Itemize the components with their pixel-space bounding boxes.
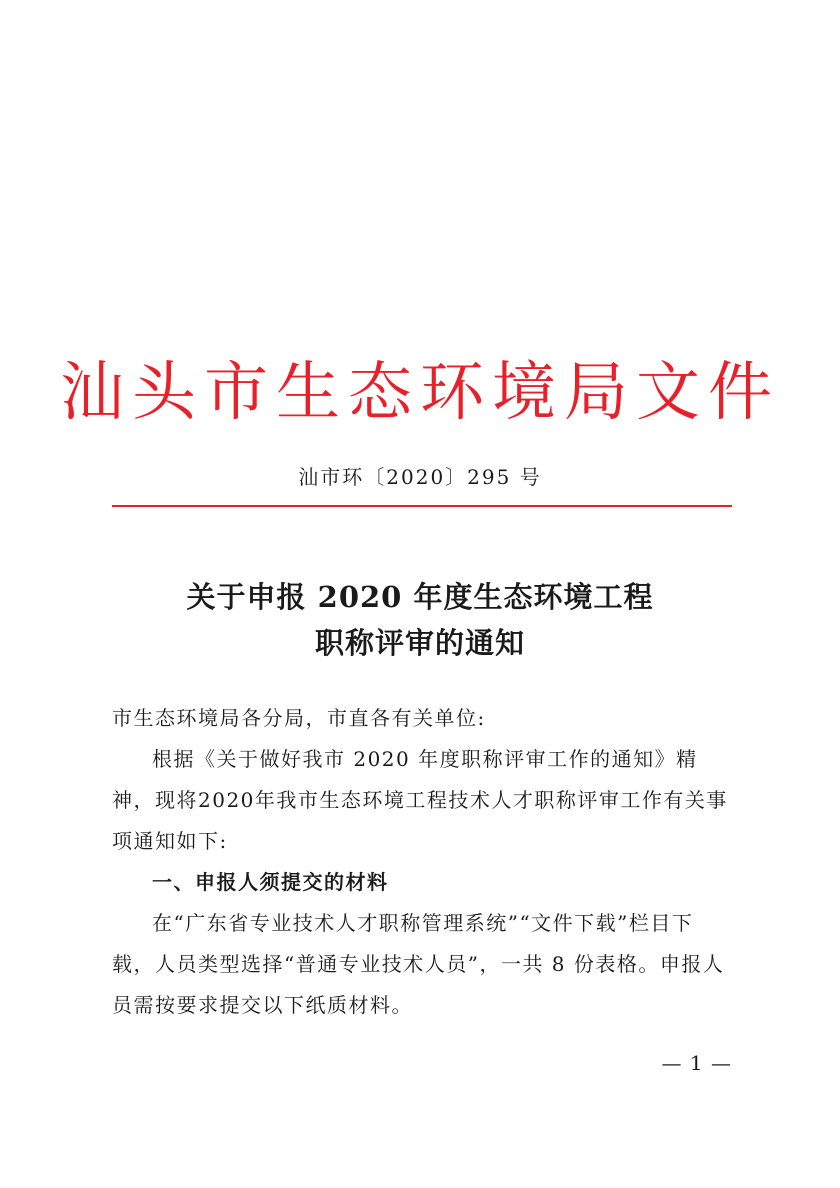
document-title bbox=[0, 574, 840, 666]
salutation: 市生态环境局各分局，市直各有关单位: bbox=[112, 706, 486, 730]
section-1-heading: 一、申报人须提交的材料 bbox=[152, 870, 389, 894]
red-divider bbox=[112, 505, 732, 507]
title-line-2: 职称评审的通知 bbox=[314, 626, 525, 660]
title-line-1: 关于申报 2020 年度生态环境工程 bbox=[186, 580, 654, 614]
paragraph-2: 在“广东省专业技术人才职称管理系统”“文件下载”栏目下载，人员类型选择“普通专业技术人员”，一共 8 份表格。申报人员需按要求提交以下纸质材料。 bbox=[112, 911, 725, 1017]
document-number: 汕市环〔2020〕295 号 bbox=[298, 465, 542, 489]
paragraph-1: 根据《关于做好我市 2020 年度职称评审工作的通知》精神，现将2020年我市生态环境工程技术人才职称评审工作有关事项通知如下: bbox=[112, 747, 728, 853]
document-body bbox=[112, 698, 732, 1026]
page-number: — 1 — bbox=[661, 1051, 732, 1075]
issuer-title: 汕头市生态环境局文件 bbox=[60, 356, 780, 430]
